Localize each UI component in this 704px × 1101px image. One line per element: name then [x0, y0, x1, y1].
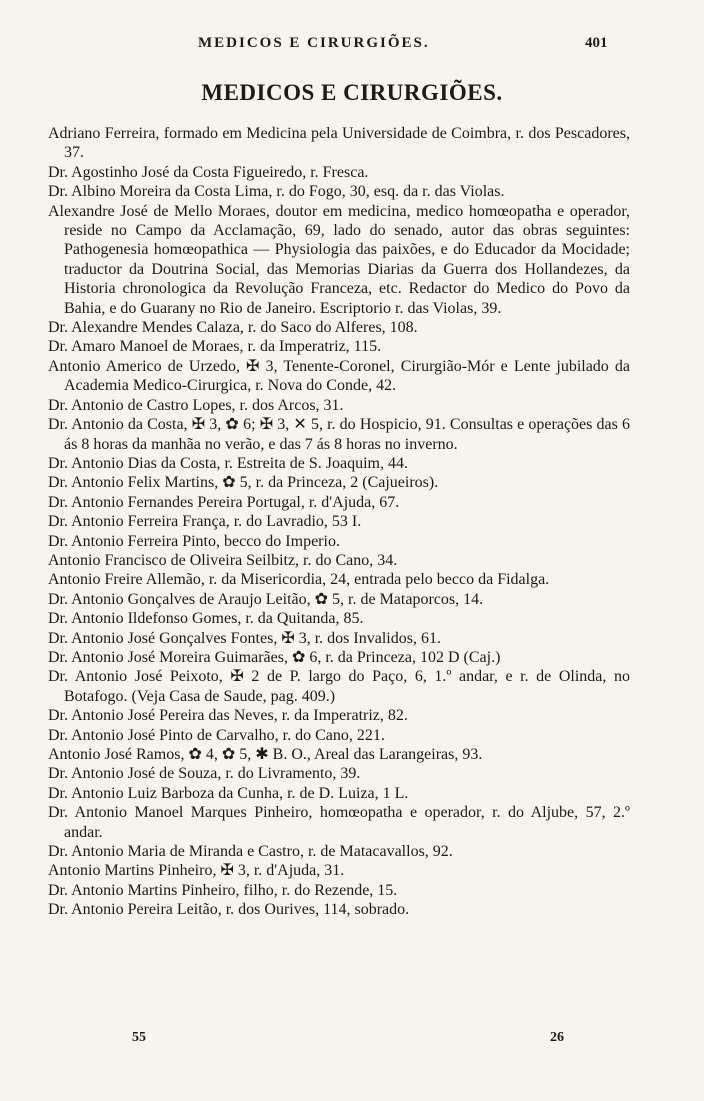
list-item: Dr. Antonio José Peixoto, ✠ 2 de P. largo do Paço, 6, 1.º andar, e r. de Olinda, no Botafogo. (Veja Casa de Saude, pag. 409.)	[48, 668, 630, 705]
list-item: Dr. Antonio Fernandes Pereira Portugal, r. d'Ajuda, 67.	[48, 493, 400, 511]
list-item: Dr. Antonio de Castro Lopes, r. dos Arcos, 31.	[48, 396, 344, 414]
list-item: Antonio Francisco de Oliveira Seilbitz, r. do Cano, 34.	[48, 551, 398, 569]
list-item: Dr. Antonio José Gonçalves Fontes, ✠ 3, r. dos Invalidos, 61.	[48, 629, 441, 647]
list-item: Dr. Antonio Ildefonso Gomes, r. da Quitanda, 85.	[48, 610, 364, 628]
list-item: Dr. Antonio Dias da Costa, r. Estreita de S. Joaquim, 44.	[48, 454, 408, 472]
section-title: MEDICOS E CIRURGIÕES.	[201, 80, 503, 105]
list-item: Dr. Albino Moreira da Costa Lima, r. do Fogo, 30, esq. da r. das Violas.	[48, 183, 505, 201]
list-item: Dr. Antonio Manoel Marques Pinheiro, homœopatha e operador, r. do Aljube, 57, 2.º andar.	[48, 804, 630, 841]
list-item: Antonio Freire Allemão, r. da Misericordia, 24, entrada pelo becco da Fidalga.	[48, 571, 550, 589]
list-item: Dr. Antonio José de Souza, r. do Livramento, 39.	[48, 765, 361, 783]
list-item: Dr. Antonio Pereira Leitão, r. dos Ourives, 114, sobrado.	[48, 901, 410, 919]
list-item: Alexandre José de Mello Moraes, doutor em medicina, medico homœopatha e operador, reside no Campo da Acclamação, 69, lado do senado, autor das obras seguintes: Pathogenesia homœopathica — Physiologia das paixões, e do Educador da Mocidade; traductor da Doutrina Social, das Memorias Diarias da Guerra dos Hollandezes, da Historia chronologica da Revolução Franceza, etc. Redactor do Medico do Povo da Bahia, e do Guarany no Rio de Janeiro. Escriptorio r. das Violas, 39.	[48, 202, 630, 317]
list-item: Dr. Antonio Ferreira Pinto, becco do Imperio.	[48, 532, 340, 550]
list-item: Antonio Martins Pinheiro, ✠ 3, r. d'Ajuda, 31.	[48, 862, 345, 880]
running-head-title: MEDICOS E CIRURGIÕES.	[198, 35, 430, 51]
list-item: Adriano Ferreira, formado em Medicina pela Universidade de Coimbra, r. dos Pescadores, 37.	[48, 125, 630, 162]
folio-number: 26	[550, 1030, 564, 1045]
list-item: Antonio José Ramos, ✿ 4, ✿ 5, ✱ B. O., Areal das Larangeiras, 93.	[48, 746, 483, 763]
list-item: Dr. Amaro Manoel de Moraes, r. da Imperatriz, 115.	[48, 338, 382, 356]
list-item: Dr. Antonio Gonçalves de Araujo Leitão, ✿ 5, r. de Mataporcos, 14.	[48, 590, 484, 608]
list-item: Dr. Agostinho José da Costa Figueiredo, r. Fresca.	[48, 163, 369, 181]
list-item: Dr. Alexandre Mendes Calaza, r. do Saco do Alferes, 108.	[48, 319, 418, 337]
list-item: Dr. Antonio Ferreira França, r. do Lavradio, 53 I.	[48, 513, 362, 531]
list-item: Dr. Antonio Felix Martins, ✿ 5, r. da Princeza, 2 (Cajueiros).	[48, 474, 439, 492]
signature-mark: 55	[132, 1030, 146, 1045]
entry-list	[48, 124, 630, 920]
page-number: 401	[585, 35, 608, 51]
running-head	[0, 35, 704, 57]
list-item: Dr. Antonio José Moreira Guimarães, ✿ 6, r. da Princeza, 102 D (Caj.)	[48, 648, 501, 666]
list-item: Dr. Antonio José Pereira das Neves, r. da Imperatriz, 82.	[48, 707, 408, 725]
list-item: Dr. Antonio da Costa, ✠ 3, ✿ 6; ✠ 3, ✕ 5, r. do Hospicio, 91. Consultas e operações das 6 ás 8 horas da manhãa no verão, e das 7 ás 8 horas no inverno.	[48, 416, 630, 453]
list-item: Dr. Antonio Martins Pinheiro, filho, r. do Rezende, 15.	[48, 881, 398, 899]
list-item: Antonio Americo de Urzedo, ✠ 3, Tenente-Coronel, Cirurgião-Mór e Lente jubilado da Academia Medico-Cirurgica, r. Nova do Conde, 42.	[48, 357, 630, 395]
list-item: Dr. Antonio José Pinto de Carvalho, r. do Cano, 221.	[48, 726, 385, 744]
list-item: Dr. Antonio Luiz Barboza da Cunha, r. de D. Luiza, 1 L.	[48, 784, 409, 802]
list-item: Dr. Antonio Maria de Miranda e Castro, r. de Matacavallos, 92.	[48, 843, 453, 861]
